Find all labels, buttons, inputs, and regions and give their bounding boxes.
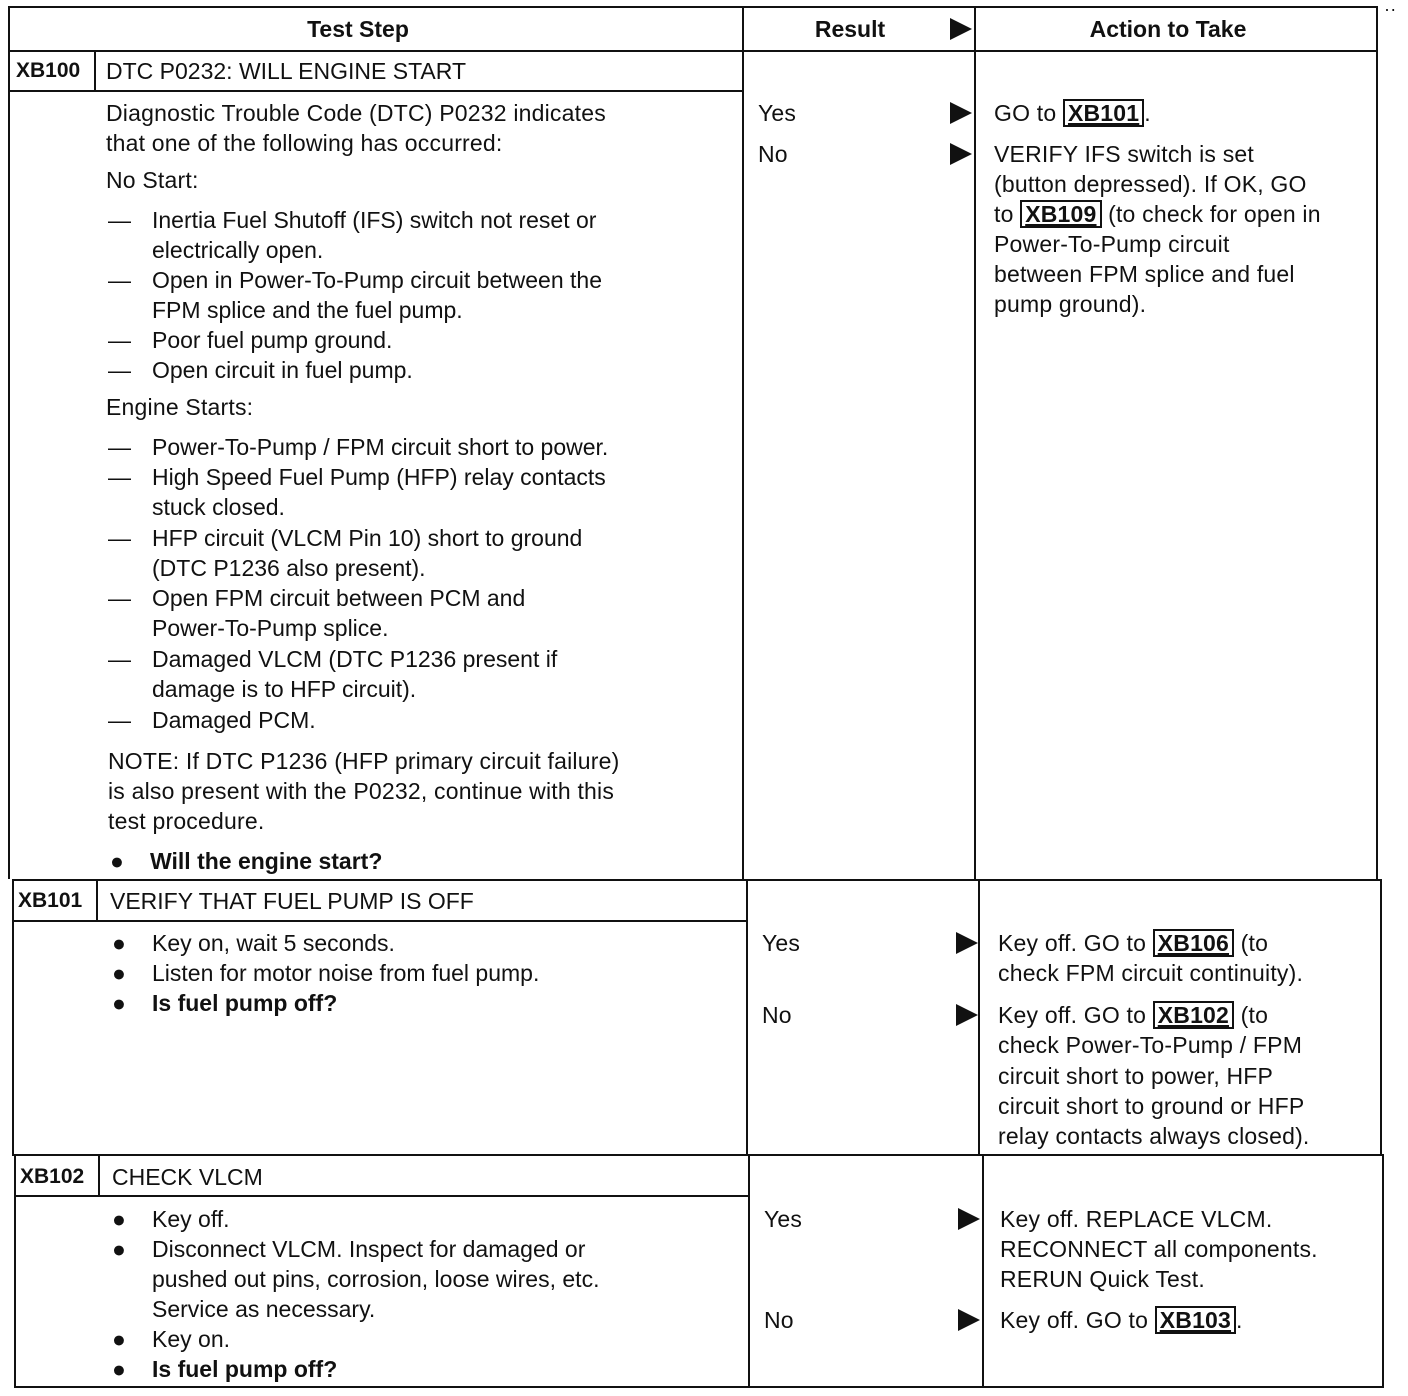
dash-icon: —	[108, 707, 131, 733]
xb102-title: CHECK VLCM	[112, 1164, 263, 1190]
result-col-left-3	[748, 1154, 750, 1388]
xb102-result-no: No	[764, 1307, 794, 1333]
xb100-code: XB100	[16, 59, 81, 82]
dash-icon: —	[108, 327, 131, 353]
xb102-action-yes-line-2: RECONNECT all components.	[1000, 1236, 1318, 1262]
left-border	[8, 6, 10, 879]
xb101-action-no-line-4: circuit short to ground or HFP	[998, 1093, 1305, 1119]
table-bottom-border	[14, 1386, 1384, 1388]
bullet-icon: ●	[112, 990, 126, 1016]
result-col-left-2	[746, 879, 748, 1154]
dash-icon: —	[108, 585, 131, 611]
xb100-action-no-line-6: pump ground).	[994, 291, 1147, 317]
xb101-action-no-line-2: check Power-To-Pump / FPM	[998, 1032, 1303, 1058]
left-border-2	[12, 879, 14, 1154]
bullet-icon: ●	[110, 848, 124, 874]
dash-icon: —	[108, 646, 131, 672]
header-arrow-icon	[950, 18, 972, 40]
left-border-3	[14, 1154, 16, 1388]
xb100-intro-line-2: that one of the following has occurred:	[106, 130, 503, 156]
xb101-yes-arrow-icon	[956, 932, 978, 954]
xb100-note-line-2: is also present with the P0232, continue with this	[108, 778, 615, 804]
xb102-code: XB102	[20, 1165, 85, 1188]
action-col-left-1	[974, 6, 976, 879]
xb101-code: XB101	[18, 889, 83, 912]
right-border-2	[1380, 879, 1382, 1154]
header-action: Action to Take	[1089, 16, 1247, 42]
xb101-action-yes-line-1: Key off. GO to XB106 (to	[998, 930, 1269, 956]
xb100-no-arrow-icon	[950, 143, 972, 165]
xb101-result-no: No	[762, 1002, 792, 1028]
dash-icon: —	[108, 464, 131, 490]
diagnostic-table: ·· Test Step Result Action to Take XB100 DTC P0232: WILL ENGINE START Diagnostic Trouble Code (DTC) P0232 indicates that one of the following has occurred: No Start: — Inertia Fuel Shutoff (IFS) switch not reset or electrically open. — Open in Power-To-Pump circuit between the FPM splice and the fuel pump. — Poor fuel pump ground. — Open circuit in fuel pump. Engine Starts: — Power-To-Pump / FPM circuit short to power. — High Speed Fuel Pump (HFP) relay contacts stuck closed. — HFP circuit (VLCM Pin 10) short to ground (DTC P1236 also present). — Open FPM circuit between PCM and Power-To-Pump splice. — Damaged VLCM (DTC P1236 present if damage is to HFP circuit). — Damaged PCM. NOTE: If DTC P1236 (HFP primary circuit failure) is also present with the P0232, continue with this test procedure. ● Will the engine start? Yes No GO to XB101 . VERIFY IFS switch is set (button depressed). If OK, GO to XB109 (to check for open in Power-To-Pump circuit between FPM splice and fuel pump ground). XB101 VERIFY THAT FUEL PUMP IS OFF ● Key on, wait 5 seconds. ● Listen for motor noise from fuel pump. ● Is fuel pump off? Yes No Key off. GO to XB106 (to check FPM circuit continuity). Key off. GO to XB102 (to check Power-To-Pump / FPM circuit short to power, HFP circuit short to ground or HFP relay contacts always closed). XB102 CHECK VLCM ● Key off. ● Disconnect VLCM. Inspect for damaged or pushed out pins, corrosion, loose wires, etc. Service as necessary. ● Key on. ● Is fuel pump off? Yes No Key off. REPLACE VLCM. RECONNECT all components. RERUN Quick Test. Key off. GO to XB103 .	[0, 0, 1408, 1396]
right-border-3	[1382, 1154, 1384, 1388]
code-separator-2	[96, 879, 98, 920]
dash-icon: —	[108, 525, 131, 551]
dash-icon: —	[108, 207, 131, 233]
dash-icon: —	[108, 434, 131, 460]
xb100-action-no-line-4: Power-To-Pump circuit	[994, 231, 1230, 257]
xb100-action-no-line-5: between FPM splice and fuel	[994, 261, 1295, 287]
xb100-action-no-line-2: (button depressed). If OK, GO	[994, 171, 1307, 197]
table-top-border	[8, 6, 1378, 8]
xb106-link[interactable]: XB106	[1153, 929, 1234, 957]
xb100-engine-starts-label: Engine Starts:	[106, 394, 254, 420]
xb101-link[interactable]: XB101	[1063, 99, 1144, 127]
section-divider-1	[12, 879, 1382, 881]
xb101-action-no-line-5: relay contacts always closed).	[998, 1123, 1310, 1149]
dash-icon: —	[108, 267, 131, 293]
bullet-icon: ●	[112, 1236, 126, 1262]
bullet-icon: ●	[112, 960, 126, 986]
xb109-link[interactable]: XB109	[1020, 200, 1101, 228]
bullet-icon: ●	[112, 1356, 126, 1382]
xb102-action-no: Key off. GO to XB103 .	[1000, 1307, 1243, 1333]
xb102-action-yes-line-1: Key off. REPLACE VLCM.	[1000, 1206, 1273, 1232]
xb102-action-yes-line-3: RERUN Quick Test.	[1000, 1266, 1205, 1292]
xb100-action-yes: GO to XB101 .	[994, 100, 1151, 126]
header-divider	[8, 50, 1378, 52]
dash-icon: —	[108, 357, 131, 383]
action-col-left-3	[982, 1154, 984, 1388]
action-col-left-2	[978, 879, 980, 1154]
header-test-step: Test Step	[307, 16, 409, 42]
header-result: Result	[814, 16, 886, 42]
xb100-note-line-3: test procedure.	[108, 808, 265, 834]
code-separator-1	[94, 50, 96, 90]
section-divider-2	[12, 1154, 1384, 1156]
bullet-icon: ●	[112, 1326, 126, 1352]
xb103-link[interactable]: XB103	[1155, 1306, 1236, 1334]
xb100-result-yes: Yes	[758, 100, 797, 126]
xb101-title: VERIFY THAT FUEL PUMP IS OFF	[110, 888, 474, 914]
bullet-icon: ●	[112, 930, 126, 956]
code-separator-3	[98, 1154, 100, 1195]
xb100-title: DTC P0232: WILL ENGINE START	[106, 58, 467, 84]
xb102-link[interactable]: XB102	[1153, 1001, 1234, 1029]
xb101-result-yes: Yes	[762, 930, 801, 956]
xb102-result-yes: Yes	[764, 1206, 803, 1232]
xb102-title-divider	[14, 1195, 750, 1197]
xb101-no-arrow-icon	[956, 1004, 978, 1026]
bullet-icon: ●	[112, 1206, 126, 1232]
result-col-left-1	[742, 6, 744, 879]
xb101-action-no-line-1: Key off. GO to XB102 (to	[998, 1002, 1269, 1028]
corner-mark: ··	[1384, 0, 1397, 19]
xb100-result-no: No	[758, 141, 788, 167]
xb101-action-yes-line-2: check FPM circuit continuity).	[998, 960, 1304, 986]
xb100-action-no-line-1: VERIFY IFS switch is set	[994, 141, 1254, 167]
right-border-1	[1376, 6, 1378, 879]
xb100-title-divider	[8, 90, 742, 92]
xb100-action-no-line-3: to XB109 (to check for open in	[994, 201, 1321, 227]
xb102-yes-arrow-icon	[958, 1208, 980, 1230]
xb100-yes-arrow-icon	[950, 102, 972, 124]
xb100-no-start-label: No Start:	[106, 167, 199, 193]
xb101-title-divider	[12, 920, 748, 922]
xb100-note-line-1: NOTE: If DTC P1236 (HFP primary circuit failure)	[108, 748, 620, 774]
xb101-action-no-line-3: circuit short to power, HFP	[998, 1063, 1274, 1089]
xb100-intro-line-1: Diagnostic Trouble Code (DTC) P0232 indicates	[106, 100, 606, 126]
xb102-no-arrow-icon	[958, 1309, 980, 1331]
